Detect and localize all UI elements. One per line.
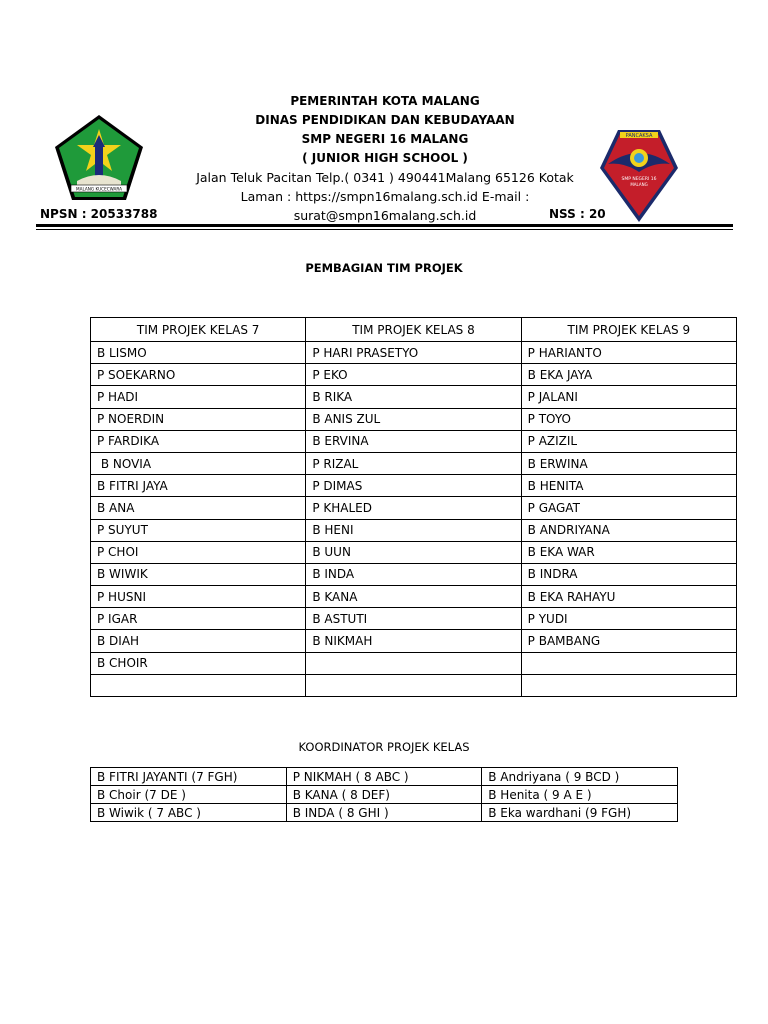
header-government: PEMERINTAH KOTA MALANG bbox=[290, 94, 480, 108]
table-cell: P AZIZIL bbox=[521, 430, 736, 452]
table-cell: P TOYO bbox=[521, 408, 736, 430]
header-department: DINAS PENDIDIKAN DAN KEBUDAYAAN bbox=[255, 113, 515, 127]
table-cell: P HUSNI bbox=[91, 586, 306, 608]
letterhead bbox=[150, 92, 620, 225]
column-header: TIM PROJEK KELAS 7 bbox=[91, 318, 306, 342]
table-cell: B INDRA bbox=[521, 563, 736, 585]
table-cell: B KANA ( 8 DEF) bbox=[286, 786, 482, 804]
header-web-email: Laman : https://smpn16malang.sch.id E-mail : surat@smpn16malang.sch.id bbox=[240, 189, 530, 223]
table-cell: B Andriyana ( 9 BCD ) bbox=[482, 768, 678, 786]
table-cell: B HENI bbox=[306, 519, 521, 541]
table-cell: B EKA WAR bbox=[521, 541, 736, 563]
document-title: PEMBAGIAN TIM PROJEK bbox=[305, 261, 463, 275]
table-cell: P RIZAL bbox=[306, 452, 521, 474]
table-cell: B Choir (7 DE ) bbox=[91, 786, 287, 804]
table-cell: B Wiwik ( 7 ABC ) bbox=[91, 804, 287, 822]
table-cell: B FITRI JAYA bbox=[91, 475, 306, 497]
table-row bbox=[91, 608, 737, 630]
coordinator-table bbox=[90, 767, 678, 822]
table-cell: B NOVIA bbox=[91, 452, 306, 474]
table-row bbox=[91, 519, 737, 541]
table-row bbox=[91, 652, 737, 674]
table-cell: P GAGAT bbox=[521, 497, 736, 519]
table-row bbox=[91, 586, 737, 608]
table-cell: P KHALED bbox=[306, 497, 521, 519]
table-cell: P IGAR bbox=[91, 608, 306, 630]
column-header: TIM PROJEK KELAS 8 bbox=[306, 318, 521, 342]
table-cell: B INDA bbox=[306, 563, 521, 585]
table-cell: B ERVINA bbox=[306, 430, 521, 452]
table-cell: B CHOIR bbox=[91, 652, 306, 674]
table-cell: P DIMAS bbox=[306, 475, 521, 497]
table-cell: B HENITA bbox=[521, 475, 736, 497]
table-row bbox=[91, 342, 737, 364]
table-cell: P YUDI bbox=[521, 608, 736, 630]
table-cell: B Eka wardhani (9 FGH) bbox=[482, 804, 678, 822]
table-cell: P SUYUT bbox=[91, 519, 306, 541]
table-cell: B LISMO bbox=[91, 342, 306, 364]
table-cell: B NIKMAH bbox=[306, 630, 521, 652]
table-cell: P FARDIKA bbox=[91, 430, 306, 452]
table-cell: B ASTUTI bbox=[306, 608, 521, 630]
table-cell bbox=[306, 674, 521, 696]
table-row bbox=[91, 408, 737, 430]
table-cell bbox=[521, 652, 736, 674]
table-cell: P CHOI bbox=[91, 541, 306, 563]
table-row bbox=[91, 364, 737, 386]
table-row bbox=[91, 804, 678, 822]
table-cell: P NIKMAH ( 8 ABC ) bbox=[286, 768, 482, 786]
table-row bbox=[91, 475, 737, 497]
table-cell: B FITRI JAYANTI (7 FGH) bbox=[91, 768, 287, 786]
emblem-school-text: SMP NEGERI 16 bbox=[621, 177, 657, 182]
team-table-header bbox=[91, 318, 737, 342]
team-table bbox=[90, 317, 737, 697]
npsn-number: NPSN : 20533788 bbox=[40, 207, 158, 221]
letterhead-rule bbox=[36, 224, 733, 227]
table-cell: P HARIANTO bbox=[521, 342, 736, 364]
table-row bbox=[91, 674, 737, 696]
table-row bbox=[91, 630, 737, 652]
table-cell: B ANA bbox=[91, 497, 306, 519]
table-cell: P EKO bbox=[306, 364, 521, 386]
table-cell: B INDA ( 8 GHI ) bbox=[286, 804, 482, 822]
table-cell: B EKA JAYA bbox=[521, 364, 736, 386]
coordinator-title: KOORDINATOR PROJEK KELAS bbox=[298, 740, 470, 754]
table-cell: P HADI bbox=[91, 386, 306, 408]
table-cell: P SOEKARNO bbox=[91, 364, 306, 386]
table-cell bbox=[521, 674, 736, 696]
table-cell: B Henita ( 9 A E ) bbox=[482, 786, 678, 804]
table-cell: B ERWINA bbox=[521, 452, 736, 474]
table-cell: B DIAH bbox=[91, 630, 306, 652]
table-cell: P NOERDIN bbox=[91, 408, 306, 430]
table-cell: B EKA RAHAYU bbox=[521, 586, 736, 608]
table-cell: B UUN bbox=[306, 541, 521, 563]
table-cell bbox=[306, 652, 521, 674]
emblem-top-text: PANCAKSA bbox=[625, 133, 653, 139]
table-cell: P JALANI bbox=[521, 386, 736, 408]
table-cell: B KANA bbox=[306, 586, 521, 608]
table-row bbox=[91, 430, 737, 452]
nss-number: NSS : 20 bbox=[549, 207, 606, 221]
malang-city-emblem bbox=[53, 113, 145, 203]
emblem-banner-text: MALANG KUCECWARA bbox=[75, 186, 123, 192]
table-row bbox=[91, 386, 737, 408]
header-address: Jalan Teluk Pacitan Telp.( 0341 ) 490441Malang 65126 Kotak bbox=[196, 170, 574, 185]
table-row bbox=[91, 452, 737, 474]
emblem-city-text: MALANG bbox=[630, 182, 648, 187]
column-header: TIM PROJEK KELAS 9 bbox=[521, 318, 736, 342]
letterhead-rule-thin bbox=[36, 229, 733, 230]
table-cell: P BAMBANG bbox=[521, 630, 736, 652]
table-row bbox=[91, 563, 737, 585]
table-cell: B ANIS ZUL bbox=[306, 408, 521, 430]
table-cell: B ANDRIYANA bbox=[521, 519, 736, 541]
table-row bbox=[91, 786, 678, 804]
table-row bbox=[91, 541, 737, 563]
table-row bbox=[91, 768, 678, 786]
table-row bbox=[91, 497, 737, 519]
header-school-subtitle: ( JUNIOR HIGH SCHOOL ) bbox=[302, 151, 468, 165]
table-cell bbox=[91, 674, 306, 696]
table-cell: B RIKA bbox=[306, 386, 521, 408]
table-cell: P HARI PRASETYO bbox=[306, 342, 521, 364]
table-cell: B WIWIK bbox=[91, 563, 306, 585]
header-school-name: SMP NEGERI 16 MALANG bbox=[301, 132, 469, 146]
